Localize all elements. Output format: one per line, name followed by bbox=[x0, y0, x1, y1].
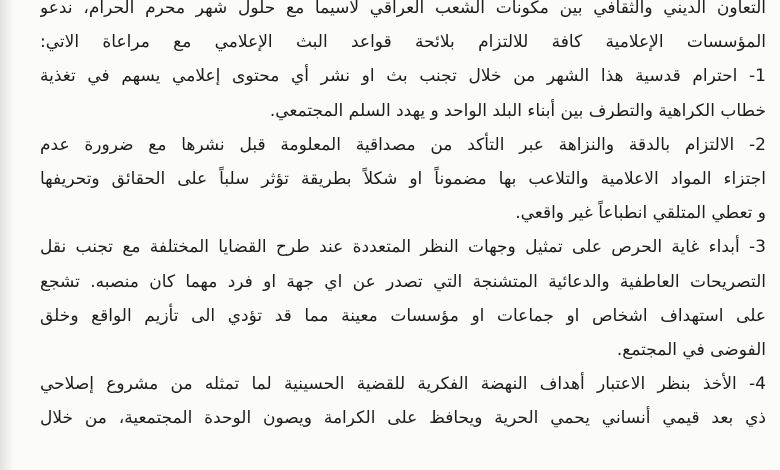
text-line: التصريحات العاطفية والدعائية المتشنجة التي تصدر عن اي جهة او فرد مهما كان منصبه. تشجع bbox=[40, 271, 766, 292]
text-line: اجتزاء المواد الاعلامية والتلاعب بها مضموناً او شكلاً بطريقة تؤثر سلباً على الحقائق وتحريفها bbox=[40, 169, 766, 190]
text-line: 1- احترام قدسية هذا الشهر من خلال تجنب بث او نشر أي محتوى إعلامي يسهم في تغذية bbox=[40, 66, 766, 87]
text-line: التعاون الديني والثقافي بين مكونات الشعب العراقي لاسيما مع حلول شهر محرم الحرام، ندعو bbox=[40, 0, 766, 18]
text-line: 2- الالتزام بالدقة والنزاهة عبر التأكد من مصداقية المعلومة قبل نشرها مع ضرورة عدم bbox=[40, 134, 766, 155]
text-line: المؤسسات الإعلامية كافة للالتزام بلائحة قواعد البث الإعلامي مع مراعاة الاتي: bbox=[40, 32, 766, 53]
text-line: 3- أبداء غاية الحرص على تمثيل وجهات النظر المتعددة عند طرح القضايا المختلفة مع تجنب نقل bbox=[40, 237, 766, 258]
text-line: ذي بعد قيمي أنساني يحمي الحرية ويحافظ على الكرامة ويصون الوحدة المجتمعية، من خلال bbox=[40, 408, 766, 429]
page-edge-shadow bbox=[0, 0, 14, 470]
text-line: الفوضى في المجتمع. bbox=[616, 340, 766, 361]
text-line: على استهداف اشخاص او جماعات او مؤسسات معينة مما قد تؤدي الى تأزيم الواقع وخلق bbox=[40, 305, 766, 326]
text-line: 4- الأخذ بنظر الاعتبار أهداف النهضة الفكرية للقضية الحسينية لما تمثله من مشروع إصلاحي bbox=[40, 374, 766, 395]
statement-body bbox=[40, 0, 766, 436]
text-line: و تعطي المتلقي انطباعاً غير واقعي. bbox=[515, 203, 766, 224]
text-line: خطاب الكراهية والتطرف بين أبناء البلد الواحد و يهدد السلم المجتمعي. bbox=[269, 100, 766, 121]
